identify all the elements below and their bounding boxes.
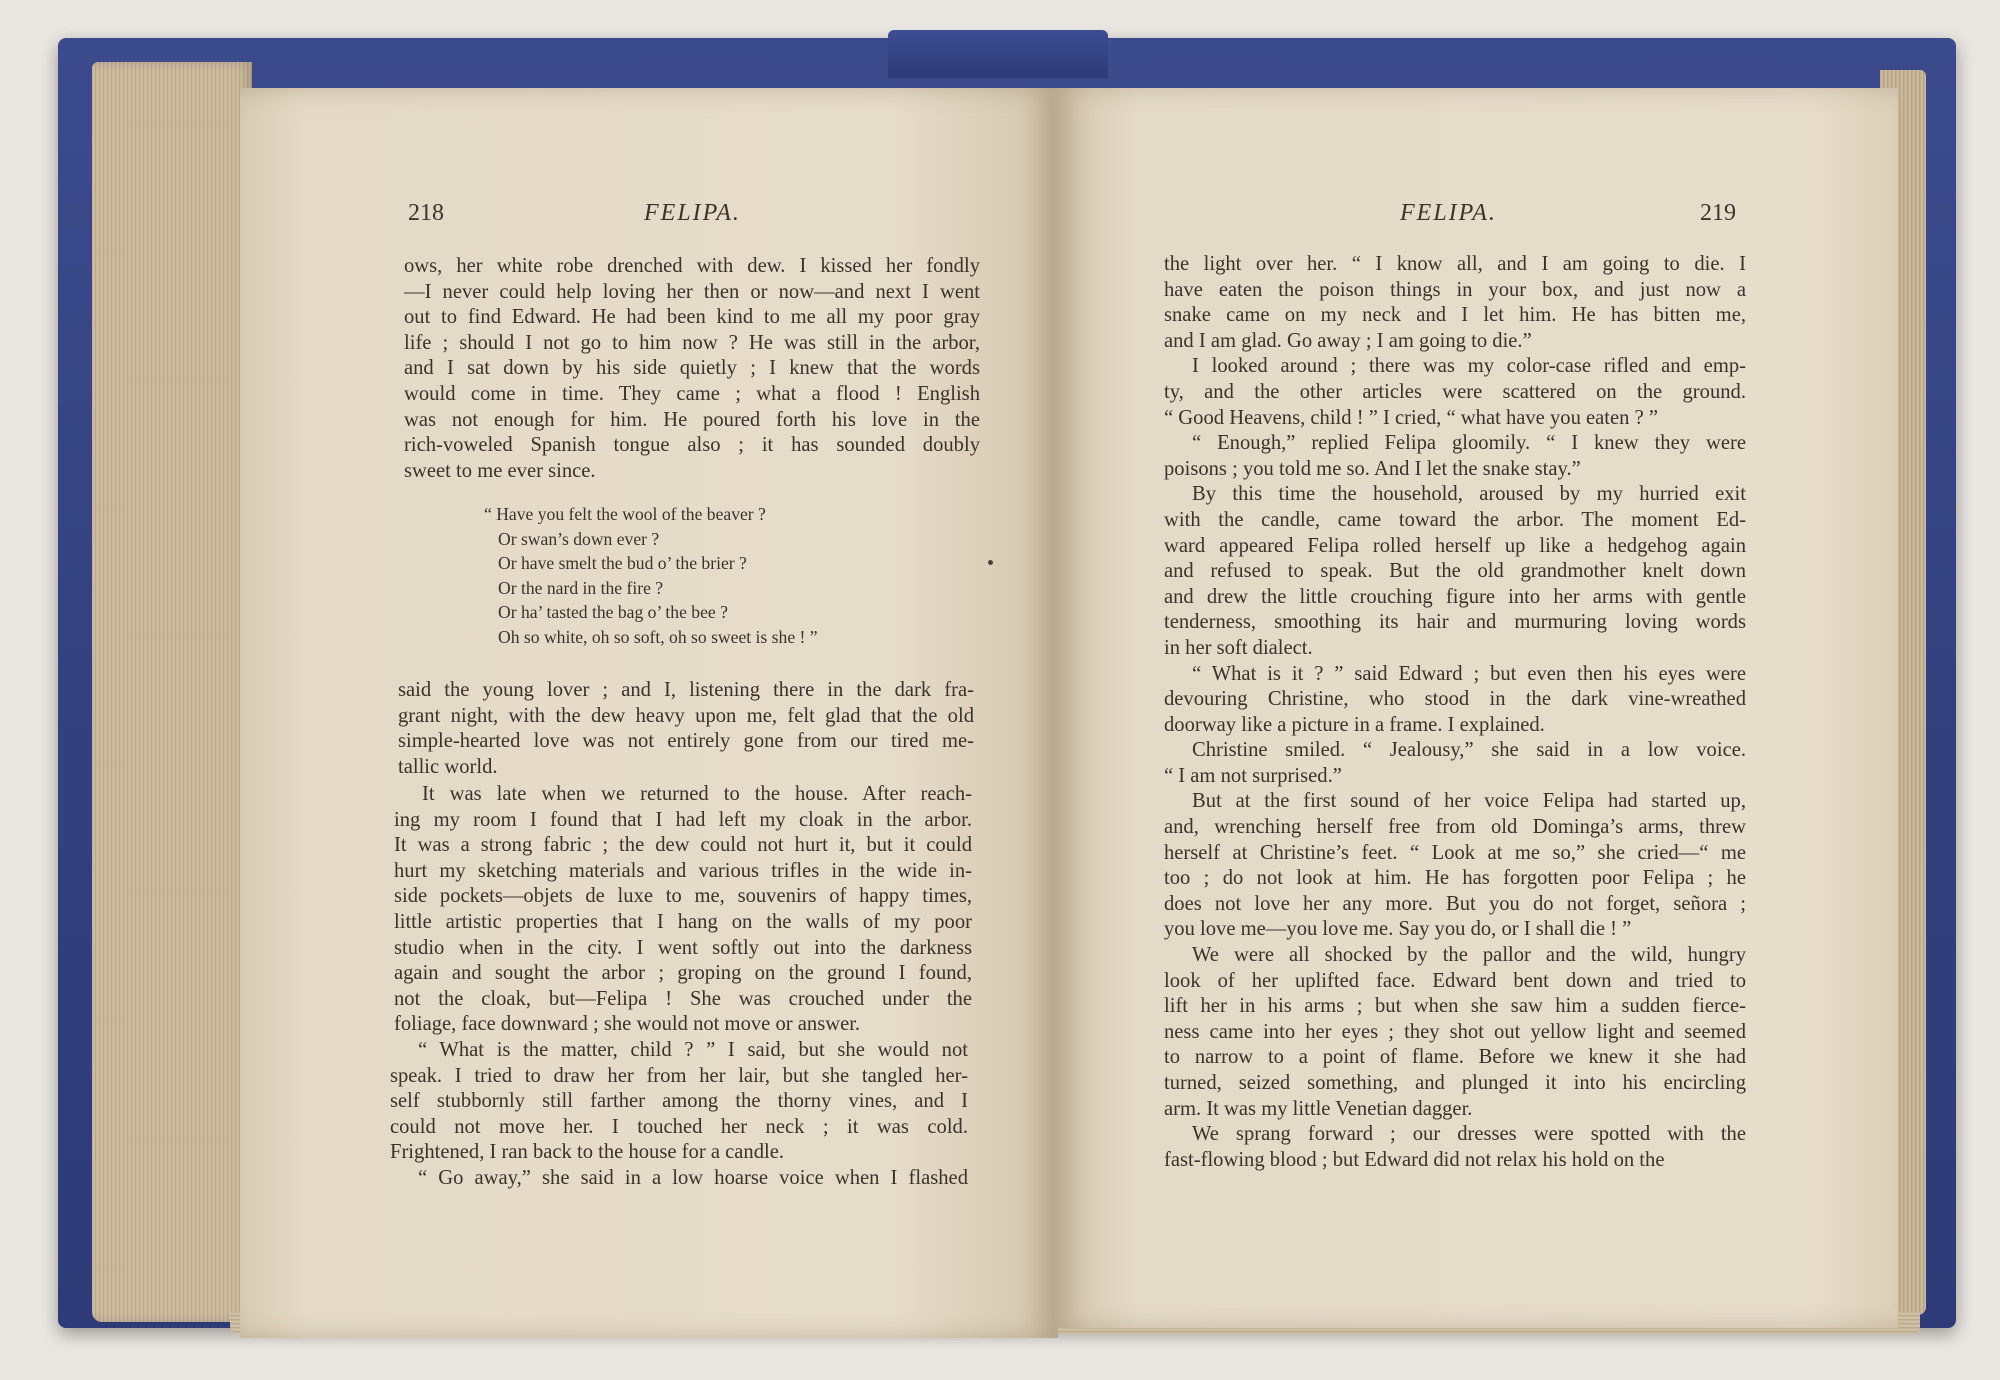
left-paragraph-3	[394, 782, 972, 1038]
text-line: poisons ; you told me so. And I let the snake stay.”	[1164, 457, 1581, 480]
right-paragraph	[1164, 738, 1746, 789]
right-paragraph	[1164, 943, 1746, 1122]
text-line: “ Go away,” she said in a low hoarse voice when I flashed	[418, 1167, 968, 1189]
text-line: We sprang forward ; our dresses were spotted with the	[1192, 1123, 1746, 1146]
text-line: with the candle, came toward the arbor. The moment Ed-	[1164, 508, 1746, 531]
text-line: We were all shocked by the pallor and the wild, hungry	[1192, 944, 1746, 967]
right-paragraph	[1164, 482, 1746, 661]
text-line: ows, her white robe drenched with dew. I kissed her fondly	[404, 255, 980, 277]
text-line: fast-flowing blood ; but Edward did not relax his hold on the	[1164, 1148, 1665, 1171]
text-line: “ What is the matter, child ? ” I said, but she would not	[418, 1039, 968, 1061]
text-line: “ What is it ? ” said Edward ; but even then his eyes were	[1192, 662, 1746, 685]
left-page-edges	[92, 62, 252, 1322]
left-page	[240, 88, 1058, 1338]
text-line: have eaten the poison things in your box, and just now a	[1164, 278, 1746, 301]
ink-speck	[988, 560, 993, 565]
running-head-right: FELIPA.	[1400, 200, 1497, 226]
text-line: hurt my sketching materials and various trifles in the wide in-	[394, 859, 972, 882]
text-line: studio when in the city. I went softly out into the darkness	[394, 936, 972, 959]
text-line: rich-voweled Spanish tongue also ; it has sounded doubly	[404, 434, 980, 457]
text-line: turned, seized something, and plunged it into his encircling	[1164, 1072, 1746, 1094]
text-line: ness came into her eyes ; they shot out yellow light and seemed	[1164, 1020, 1746, 1043]
text-line: devouring Christine, who stood in the dark vine-wreathed	[1164, 688, 1746, 711]
text-line: It was late when we returned to the house. After reach-	[422, 783, 972, 805]
text-line: ty, and the other articles were scattered on the ground.	[1164, 380, 1746, 403]
text-line: look of her uplifted face. Edward bent down and tried to	[1164, 969, 1746, 992]
text-line: snake came on my neck and I let him. He has bitten me,	[1164, 304, 1746, 327]
text-line: ward appeared Felipa rolled herself up like a hedgehog again	[1164, 534, 1746, 557]
text-line: Frightened, I ran back to the house for a candle.	[390, 1141, 784, 1164]
poem-line: Or the nard in the fire ?	[498, 577, 664, 598]
text-line: It was a strong fabric ; the dew could not hurt it, but it could	[394, 834, 972, 857]
text-line: tenderness, smoothing its hair and murmuring loving words	[1164, 611, 1746, 634]
right-page-text	[1164, 252, 1746, 1173]
text-line: in her soft dialect.	[1164, 636, 1313, 659]
text-line: said the young lover ; and I, listening there in the dark fra-	[398, 679, 974, 701]
text-line: you love me—you love me. Say you do, or I shall die ! ”	[1164, 918, 1632, 941]
text-line: —I never could help loving her then or now—and next I went	[404, 280, 980, 303]
text-line: and I am glad. Go away ; I am going to die.”	[1164, 329, 1532, 352]
right-paragraph	[1164, 252, 1746, 354]
poem-stanza	[484, 502, 904, 649]
page-number-right: 219	[1700, 200, 1736, 226]
text-line: and, wrenching herself free from old Dominga’s arms, threw	[1164, 816, 1746, 839]
left-paragraph-4	[390, 1038, 968, 1166]
text-line: arm. It was my little Venetian dagger.	[1164, 1097, 1473, 1120]
running-head-left: FELIPA.	[644, 200, 741, 226]
text-line: I looked around ; there was my color-case rifled and emp-	[1192, 355, 1746, 378]
text-line: side pockets—objets de luxe to me, souvenirs of happy times,	[394, 885, 972, 908]
text-line: does not love her any more. But you do not forget, señora ;	[1164, 892, 1746, 915]
poem-line: “ Have you felt the wool of the beaver ?	[484, 504, 766, 524]
text-line: could not move her. I touched her neck ; it was cold.	[390, 1115, 968, 1138]
text-line: simple-hearted love was not entirely gone from our tired me-	[398, 730, 974, 753]
right-paragraph	[1164, 431, 1746, 482]
text-line: lift her in his arms ; but when she saw him a sudden fierce-	[1164, 995, 1746, 1018]
text-line: the light over her. “ I know all, and I am going to die. I	[1164, 253, 1746, 275]
text-line: sweet to me ever since.	[404, 459, 596, 482]
text-line: too ; do not look at him. He has forgotten poor Felipa ; he	[1164, 867, 1746, 890]
text-line: “ Enough,” replied Felipa gloomily. “ I knew they were	[1192, 432, 1746, 455]
left-paragraph-2	[398, 678, 974, 780]
right-paragraph	[1164, 354, 1746, 431]
poem-line: Oh so white, oh so soft, oh so sweet is she ! ”	[498, 626, 818, 647]
text-line: grant night, with the dew heavy upon me, felt glad that the old	[398, 704, 974, 727]
poem-line: Or ha’ tasted the bag o’ the bee ?	[498, 602, 728, 622]
text-line: self stubbornly still farther among the thorny vines, and I	[390, 1090, 968, 1113]
text-line: and refused to speak. But the old grandmother knelt down	[1164, 560, 1746, 583]
text-line: foliage, face downward ; she would not move or answer.	[394, 1013, 861, 1036]
text-line: was not enough for him. He poured forth his love in the	[404, 408, 980, 431]
text-line: Christine smiled. “ Jealousy,” she said in a low voice.	[1192, 739, 1746, 762]
right-paragraph	[1164, 1122, 1746, 1173]
right-page	[1052, 88, 1898, 1328]
text-line: speak. I tried to draw her from her lair, but she tangled her-	[390, 1064, 968, 1087]
text-line: doorway like a picture in a frame. I explained.	[1164, 713, 1545, 736]
text-line: tallic world.	[398, 755, 498, 778]
text-line: life ; should I not go to him now ? He was still in the arbor,	[404, 331, 980, 354]
text-line: But at the first sound of her voice Felipa had started up,	[1192, 790, 1746, 813]
text-line: “ Good Heavens, child ! ” I cried, “ what have you eaten ? ”	[1164, 406, 1659, 429]
text-line: to narrow to a point of flame. Before we knew it she had	[1164, 1046, 1746, 1069]
left-paragraph-5	[390, 1166, 968, 1192]
right-paragraph	[1164, 662, 1746, 739]
text-line: little artistic properties that I hang on the walls of my poor	[394, 910, 972, 933]
left-paragraph-1	[404, 254, 980, 484]
text-line: ing my room I found that I had left my cloak in the arbor.	[394, 808, 972, 831]
page-number-left: 218	[408, 200, 444, 226]
text-line: By this time the household, aroused by my hurried exit	[1192, 483, 1746, 506]
text-line: “ I am not surprised.”	[1164, 764, 1342, 787]
poem-line: Or have smelt the bud o’ the brier ?	[498, 553, 747, 573]
text-line: again and sought the arbor ; groping on the ground I found,	[394, 962, 972, 985]
text-line: and drew the little crouching figure into her arms with gentle	[1164, 585, 1746, 608]
text-line: not the cloak, but—Felipa ! She was crouched under the	[394, 987, 972, 1010]
poem-line: Or swan’s down ever ?	[498, 528, 660, 549]
text-line: and I sat down by his side quietly ; I knew that the words	[404, 357, 980, 380]
book-spine	[888, 30, 1108, 78]
text-line: out to find Edward. He had been kind to me all my poor gray	[404, 306, 980, 329]
right-paragraph	[1164, 789, 1746, 943]
text-line: would come in time. They came ; what a flood ! English	[404, 382, 980, 405]
text-line: herself at Christine’s feet. “ Look at me so,” she cried—“ me	[1164, 841, 1746, 864]
